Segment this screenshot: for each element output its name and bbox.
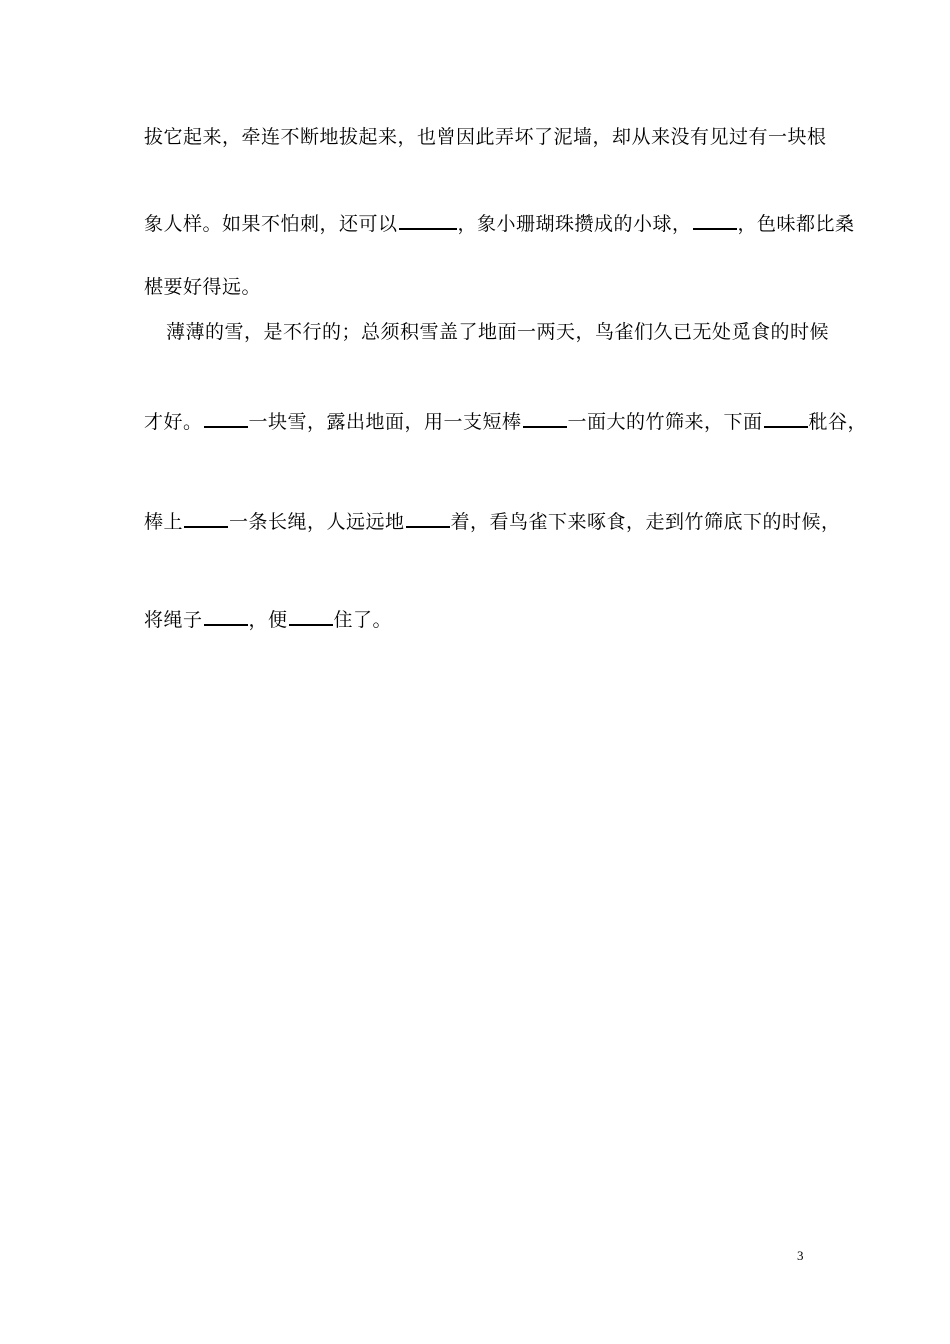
fill-blank[interactable] [289, 608, 333, 626]
fill-blank[interactable] [399, 212, 457, 230]
line-6-text-c: 着，看鸟雀下来啄食，走到竹筛底下的时候， [450, 511, 841, 533]
page-number: 3 [797, 1248, 804, 1263]
line-6-text-a: 棒上 [144, 511, 184, 533]
text-line-5 [144, 410, 867, 434]
line-6-text-b: 一条长绳，人远远地 [229, 511, 405, 533]
line-5-text-c: 一面大的竹筛来，下面 [567, 411, 763, 433]
fill-blank[interactable] [693, 212, 737, 230]
line-2-text-c: ，色味都比桑 [737, 213, 855, 235]
text-line-4 [166, 320, 829, 344]
line-2-text-b: ，象小珊瑚珠攒成的小球， [457, 213, 692, 235]
text-line-7 [144, 608, 392, 632]
line-5-text-a: 才好。 [144, 411, 203, 433]
line-7-text-c: 住了。 [333, 609, 393, 631]
fill-blank[interactable] [764, 410, 808, 428]
fill-blank[interactable] [204, 608, 248, 626]
line-7-text-b: ，便 [248, 609, 288, 631]
line-1-text: 拔它起来，牵连不断地拔起来，也曾因此弄坏了泥墙，却从来没有见过有一块根 [144, 126, 827, 148]
fill-blank[interactable] [204, 410, 248, 428]
fill-blank[interactable] [184, 510, 228, 528]
line-5-text-d: 秕谷， [808, 411, 868, 433]
fill-blank[interactable] [523, 410, 567, 428]
line-7-text-a: 将绳子 [144, 609, 203, 631]
line-3-text: 椹要好得远。 [144, 276, 262, 298]
text-line-2 [144, 212, 855, 236]
line-2-text-a: 象人样。如果不怕刺，还可以 [144, 213, 398, 235]
text-line-1 [144, 125, 827, 149]
text-line-6 [144, 510, 841, 534]
fill-blank[interactable] [406, 510, 450, 528]
text-line-3 [144, 275, 261, 299]
line-5-text-b: 一块雪，露出地面，用一支短棒 [248, 411, 522, 433]
line-4-text: 薄薄的雪，是不行的；总须积雪盖了地面一两天，鸟雀们久已无处觅食的时候 [166, 321, 830, 343]
